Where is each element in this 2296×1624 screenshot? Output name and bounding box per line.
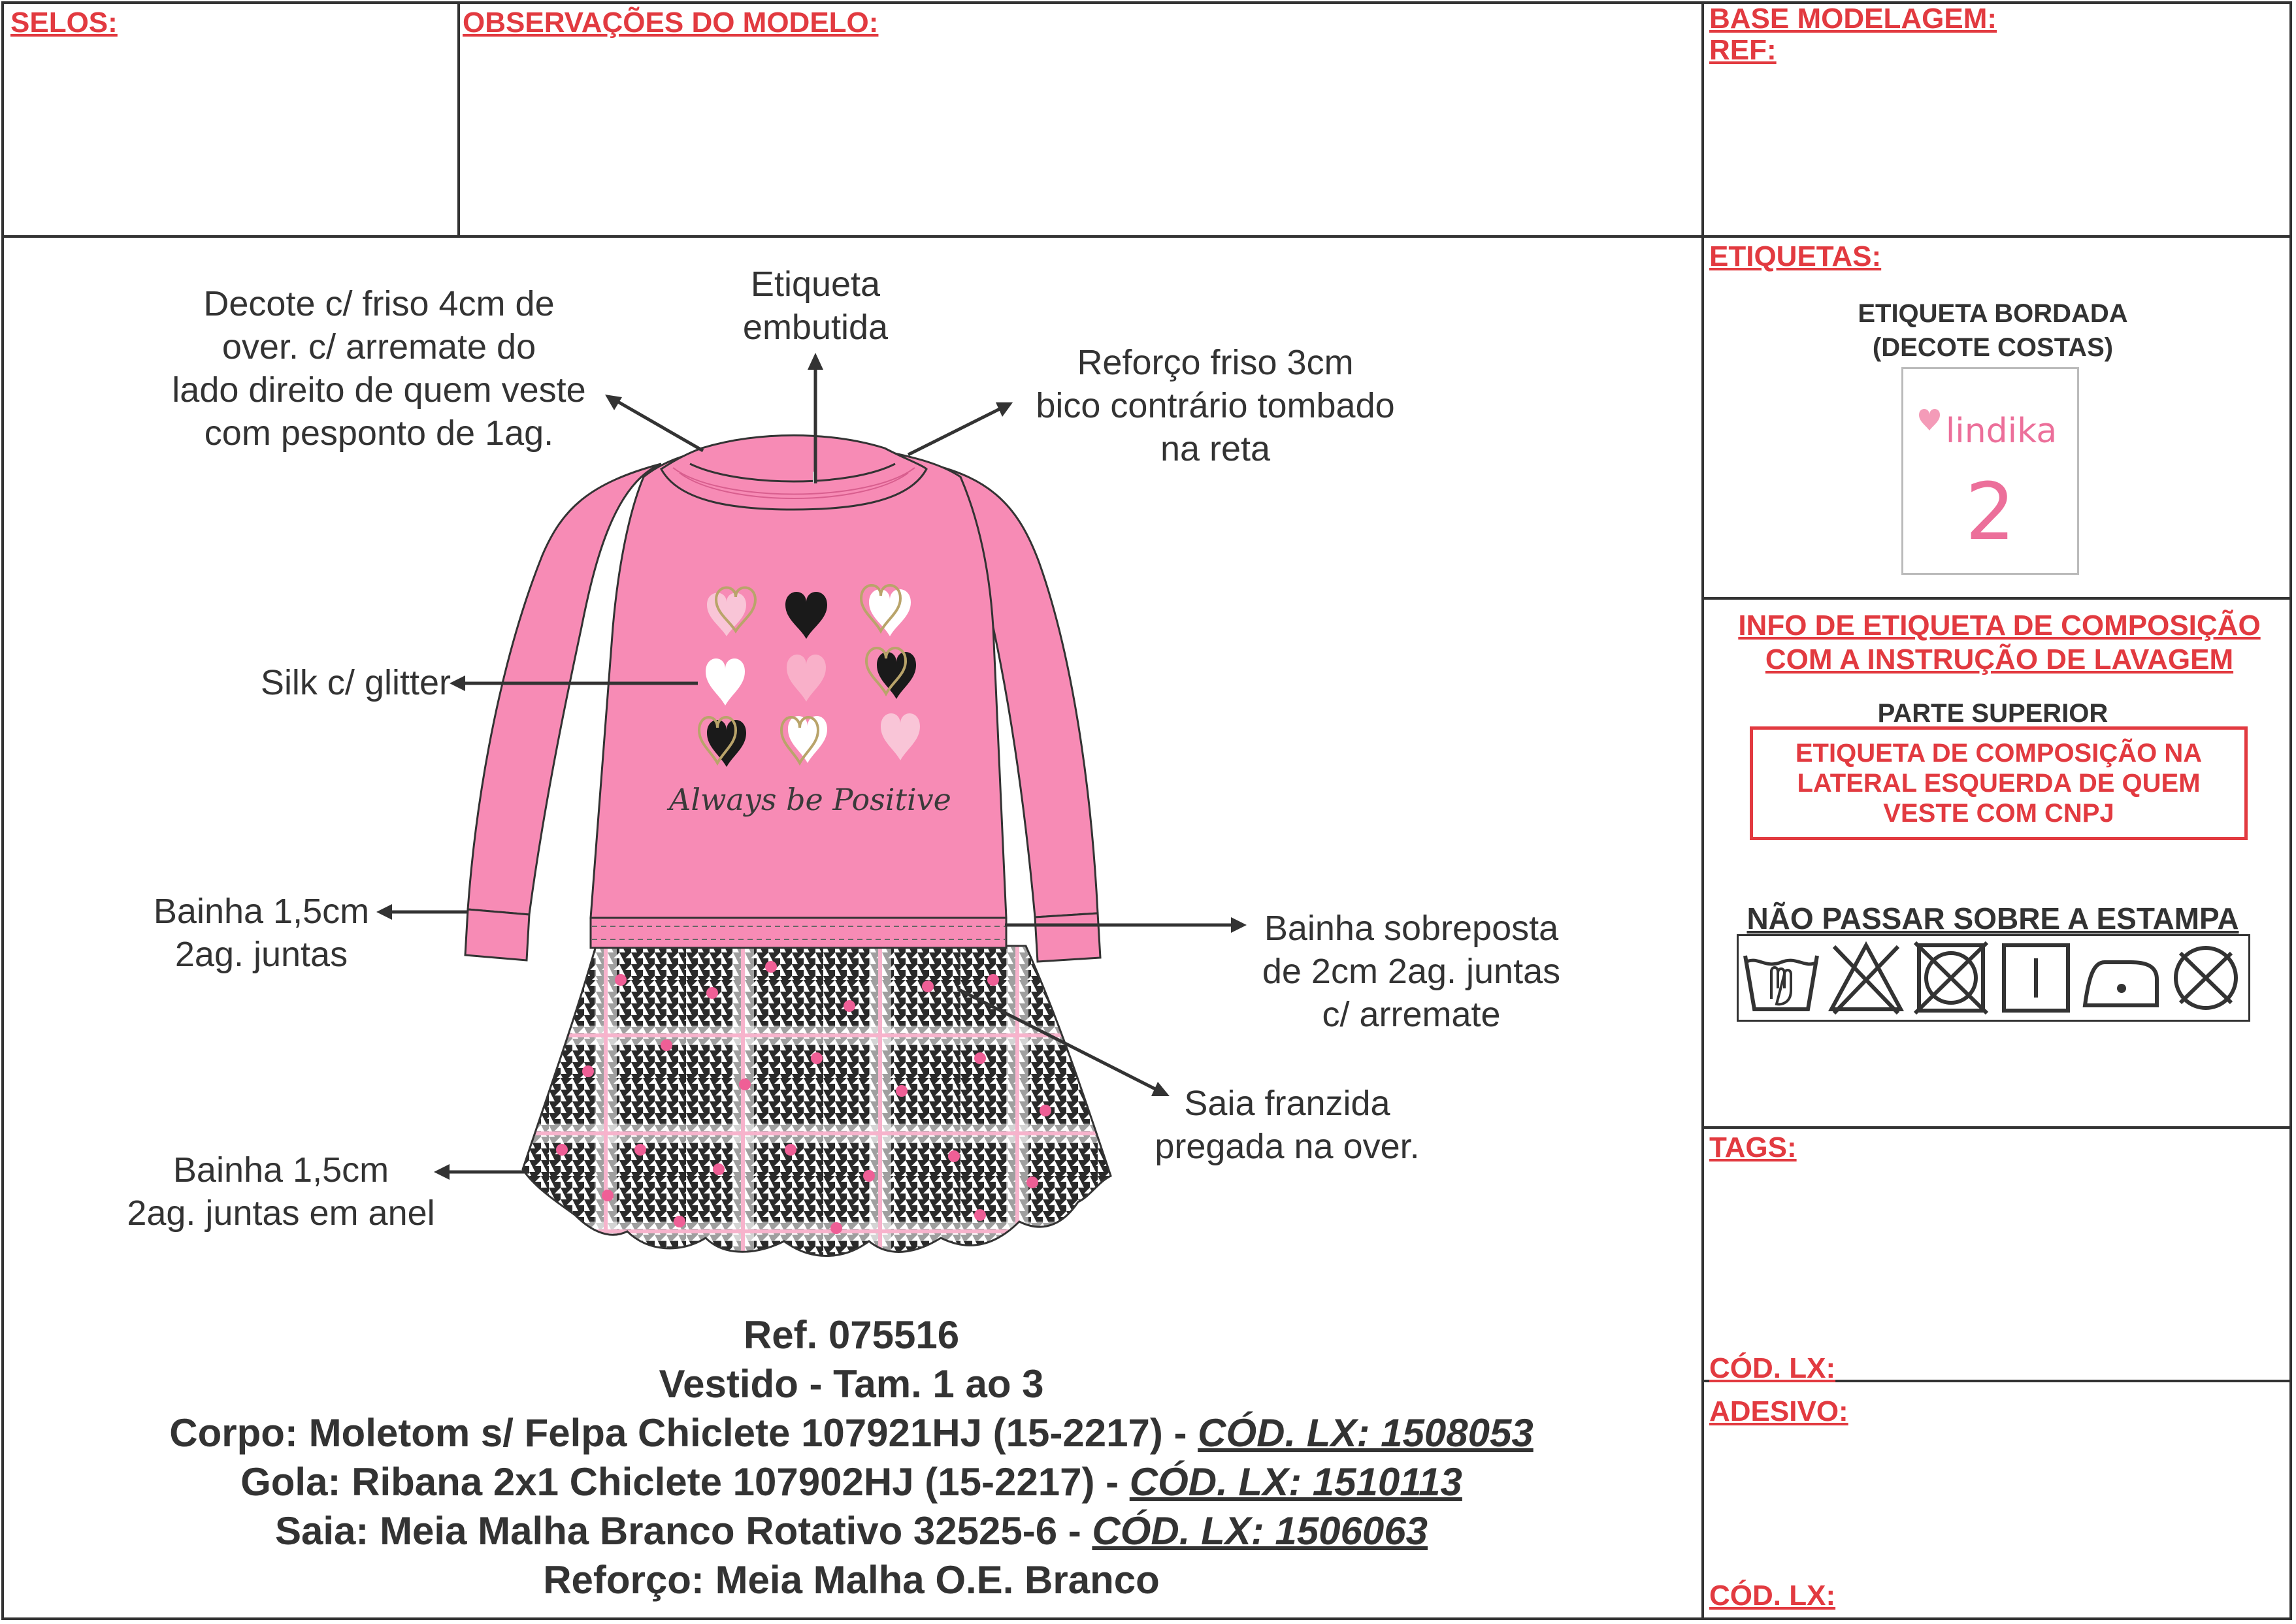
hand-wash-icon xyxy=(1739,936,1824,1020)
annotation-bainha-saia: Bainha 1,5cm 2ag. juntas em anel xyxy=(127,1150,435,1233)
annotation-bainha-sobreposta: Bainha sobreposta de 2cm 2ag. juntas c/ arremate xyxy=(1262,909,1561,1034)
no-tumble-dry-icon xyxy=(1909,936,1993,1020)
brand-label-preview xyxy=(1901,367,2079,575)
composition-label-box: ETIQUETA DE COMPOSIÇÃO NA LATERAL ESQUERDA DE QUEM VESTE COM CNPJ xyxy=(1750,726,2248,840)
annotation-bainha-manga: Bainha 1,5cm 2ag. juntas xyxy=(153,892,370,974)
base-modelagem-label: BASE MODELAGEM: xyxy=(1709,3,1997,35)
iron-low-icon xyxy=(2078,936,2163,1020)
cod-lx-label-tags: CÓD. LX: xyxy=(1709,1352,1836,1384)
hem-band xyxy=(591,918,1006,948)
ref-label: REF: xyxy=(1709,34,1777,66)
adesivo-label: ADESIVO: xyxy=(1709,1395,1848,1427)
etiquetas-label: ETIQUETAS: xyxy=(1709,240,1882,272)
svg-text:2: 2 xyxy=(1965,467,2016,558)
observacoes-label: OBSERVAÇÕES DO MODELO: xyxy=(463,7,879,39)
etiqueta-bordada-text: ETIQUETA BORDADA (DECOTE COSTAS) xyxy=(1858,299,2128,362)
parte-superior-label: PARTE SUPERIOR xyxy=(1877,699,2108,728)
annotation-reforco: Reforço friso 3cm bico contrário tombado na reta xyxy=(1036,343,1395,468)
product-reforco: Reforço: Meia Malha O.E. Branco xyxy=(543,1558,1160,1602)
annotation-silk: Silk c/ glitter xyxy=(260,663,451,702)
nao-passar-warning: NÃO PASSAR SOBRE A ESTAMPA xyxy=(1747,901,2239,935)
annotation-etiqueta: Etiqueta embutida xyxy=(742,265,889,347)
product-gola: Gola: Ribana 2x1 Chiclete 107902HJ (15-2217) - CÓD. LX: 1510113 xyxy=(240,1460,1462,1504)
no-bleach-icon xyxy=(1824,936,1909,1020)
product-corpo: Corpo: Moletom s/ Felpa Chiclete 107921HJ (15-2217) - CÓD. LX: 1508053 xyxy=(169,1411,1533,1455)
care-symbols xyxy=(1737,934,2250,1022)
print-script-text: Always be Positive xyxy=(669,782,951,817)
annotation-decote: Decote c/ friso 4cm de over. c/ arremate do lado direito de quem veste com pesponto de 1ag. xyxy=(172,284,586,453)
line-dry-icon xyxy=(1993,936,2078,1020)
svg-text:lindika: lindika xyxy=(1945,412,2058,451)
skirt xyxy=(523,946,1111,1256)
no-dry-clean-icon xyxy=(2163,936,2248,1020)
product-info xyxy=(0,1310,1703,1604)
product-ref: Ref. 075516 xyxy=(743,1313,960,1357)
hearts-print xyxy=(699,585,920,767)
annotation-saia: Saia franzida pregada na over. xyxy=(1155,1084,1420,1166)
lindika-logo xyxy=(1903,369,2077,573)
product-saia: Saia: Meia Malha Branco Rotativo 32525-6 - CÓD. LX: 1506063 xyxy=(275,1509,1428,1553)
info-composicao-title: INFO DE ETIQUETA DE COMPOSIÇÃO COM A INSTRUÇÃO DE LAVAGEM xyxy=(1738,609,2261,675)
divider-info-tags xyxy=(1701,1126,2292,1129)
product-name: Vestido - Tam. 1 ao 3 xyxy=(659,1362,1044,1406)
divider-etiquetas-info xyxy=(1701,597,2292,600)
cod-lx-label-adesivo: CÓD. LX: xyxy=(1709,1580,1836,1612)
tags-label: TAGS: xyxy=(1709,1131,1797,1163)
selos-label: SELOS: xyxy=(10,7,118,39)
